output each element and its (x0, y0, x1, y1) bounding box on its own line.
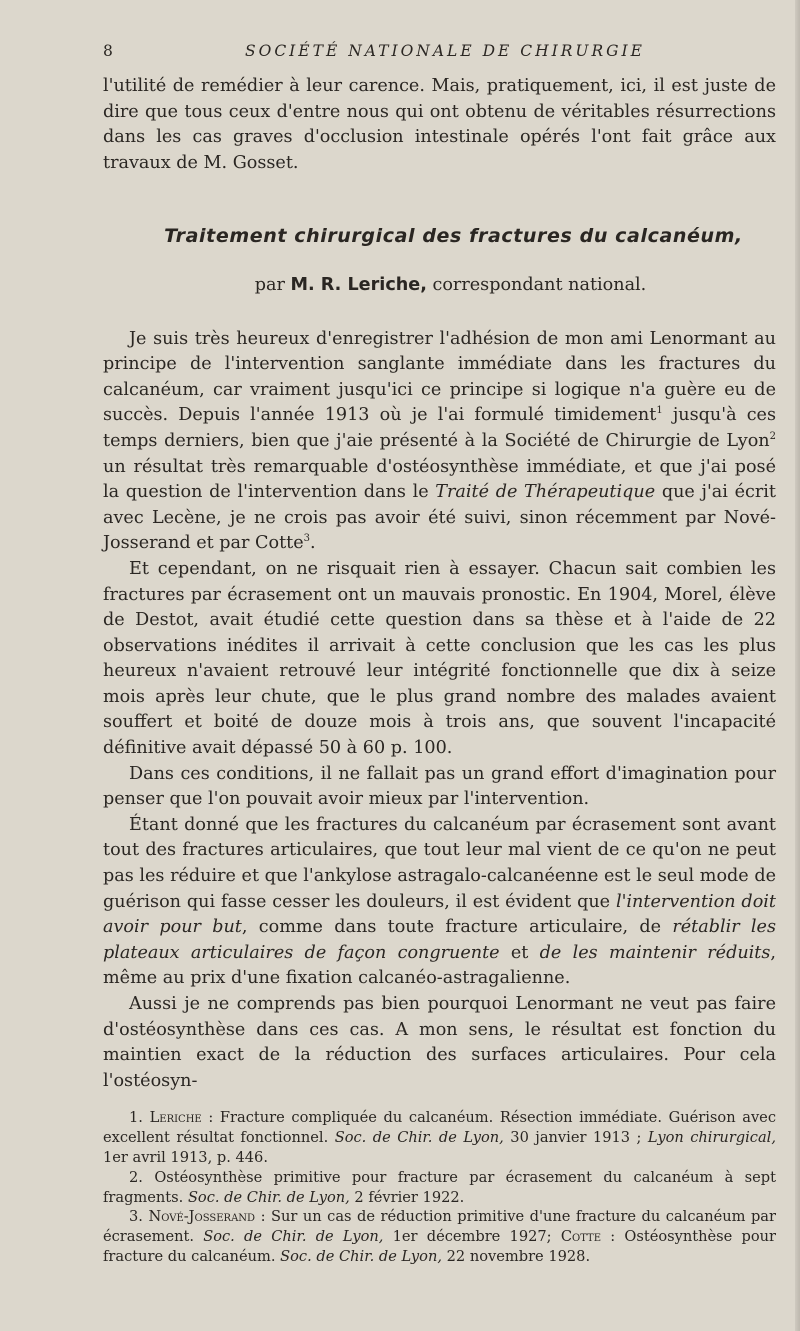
footnote-1-text-a: : Fracture compliquée du calcanéum. Résection immédiate. Guérison avec excellent résultat fonctionnel. (103, 1109, 776, 1147)
p1-text-a: Je suis très heureux d'enregistrer l'adhésion de mon ami Lenormant au principe de l'intervention sanglante immédiate dans les fractures du calcanéum, car vraiment jusqu'ici ce principe si logique n'a guère eu de succès. Depuis l'année 1913 où je l'ai formulé timidement (103, 328, 776, 426)
footnote-3-text-d: 22 novembre 1928. (441, 1247, 591, 1265)
footnote-3-number: 3. (129, 1208, 143, 1226)
footnote-ref-3: 3 (303, 533, 311, 545)
p4-text-d: , même au prix d'une fixation calcanéo-astragalienne. (103, 942, 776, 989)
footnote-3-source-2: Soc. de Chir. de Lyon, (280, 1247, 442, 1265)
byline-prefix: par (254, 274, 285, 295)
footnote-3-author-2: Cotte (560, 1228, 602, 1246)
footnote-1-source-2: Lyon chirurgical, (647, 1129, 776, 1147)
footnote-1-text-b: 30 janvier 1913 ; (503, 1129, 648, 1147)
footnote-3 (103, 1207, 776, 1266)
p4-text-c: et (499, 942, 540, 963)
body-text (103, 74, 776, 1094)
footnote-3-text-c: : Ostéosynthèse pour fracture du calcanéum. (103, 1228, 777, 1265)
footnote-2-text-b: 2 février 1922. (349, 1188, 465, 1206)
p1-text-b: jusqu'à ces temps derniers, bien que j'aie présenté à la Société de Chirurgie de Lyon (103, 405, 776, 451)
footnote-3-text-a: : Sur un cas de réduction primitive d'une fracture du calcanéum par écrasement. (103, 1208, 776, 1246)
page-number: 8 (103, 42, 113, 60)
paragraph-2: Et cependant, on ne risquait rien à essayer. Chacun sait combien les fractures par écrasement ont un mauvais pronostic. En 1904, Morel, élève de Destot, avait étudié cette question dans sa thèse et à l'aide de 22 observations inédites il arrivait à cette conclusion que les cas les plus heureux n'avaient retrouvé leur intégrité fonctionnelle que dix à seize mois après leur chute, que le plus grand nombre des malades avaient souffert et boité de douze mois à trois ans, que souvent l'incapacité définitive avait dépassé 50 à 60 p. 100. (103, 558, 776, 759)
footnote-3-source-1: Soc. de Chir. de Lyon, (203, 1228, 384, 1246)
p4-text-a: Étant donné que les fractures du calcanéum par écrasement sont avant tout des fractures articulaires, que tout leur mal vient de ce qu'on ne peut pas les réduire et que l'ankylose astragalo-calcanéenne est le seul mode de guérison qui fasse cesser les douleurs, il est évident que (103, 814, 776, 912)
book-title: Traité de Thérapeutique (435, 482, 656, 503)
footnote-3-text-b: 1er décembre 1927; (383, 1228, 561, 1246)
footnote-ref-2: 2 (769, 431, 776, 443)
footnote-1-author: Leriche (149, 1109, 202, 1127)
byline (103, 273, 776, 299)
footnote-2 (103, 1168, 776, 1208)
p4-emphasis-3: de les maintenir réduits (539, 942, 771, 963)
footnotes (103, 1108, 776, 1266)
footnote-1-source-1: Soc. de Chir. de Lyon, (334, 1129, 504, 1147)
paragraph-4 (103, 813, 776, 992)
running-header (103, 0, 776, 74)
intro-paragraph: l'utilité de remédier à leur carence. Mais, pratiquement, ici, il est juste de dire que tous ceux d'entre nous qui ont obtenu de véritables résurrections dans les cas graves d'occlusion intestinale opérés l'ont fait grâce aux travaux de M. Gosset. (103, 76, 776, 173)
paragraph-1 (103, 327, 776, 557)
p4-text-b: , comme dans toute fracture articulaire, de (241, 917, 673, 938)
footnote-3-author-1: Nové-Josserand (148, 1208, 256, 1226)
footnote-ref-1: 1 (656, 405, 663, 417)
footnote-2-source: Soc. de Chir. de Lyon, (187, 1188, 350, 1206)
running-title: SOCIÉTÉ NATIONALE DE CHIRURGIE (245, 42, 645, 60)
p1-text-e: . (310, 533, 316, 554)
footnote-1-text-c: 1er avril 1913, p. 446. (103, 1148, 268, 1166)
byline-suffix: correspondant national. (432, 274, 647, 295)
p4-emphasis-1: l'intervention doit avoir pour but (103, 891, 776, 938)
footnote-1 (103, 1108, 776, 1167)
footnote-2-text-a: Ostéosynthèse primitive pour fracture par écrasement du calcanéum à sept fragments. (103, 1168, 776, 1206)
footnote-2-number: 2. (129, 1168, 143, 1186)
p1-text-c: un résultat très remarquable d'ostéosynthèse immédiate, et que j'ai posé la question de l'intervention dans le (103, 456, 776, 503)
footnote-1-number: 1. (129, 1109, 143, 1127)
p1-text-d: que j'ai écrit avec Lecène, je ne crois pas avoir été suivi, sinon récemment par Nové-Josserand et par Cotte (103, 482, 776, 554)
article-title: Traitement chirurgical des fractures du calcanéum, (164, 225, 743, 248)
paragraph-3: Dans ces conditions, il ne fallait pas un grand effort d'imagination pour penser que l'on pouvait avoir mieux par l'intervention. (103, 763, 776, 810)
paragraph-5: Aussi je ne comprends pas bien pourquoi Lenormant ne veut pas faire d'ostéosynthèse dans ces cas. A mon sens, le résultat est fonction du maintien exact de la réduction des surfaces articulaires. Pour cela l'ostéosyn- (103, 994, 776, 1091)
author-name: M. R. Leriche, (290, 274, 427, 295)
p4-emphasis-2: rétablir les plateaux articulaires de façon congruente (103, 917, 776, 963)
